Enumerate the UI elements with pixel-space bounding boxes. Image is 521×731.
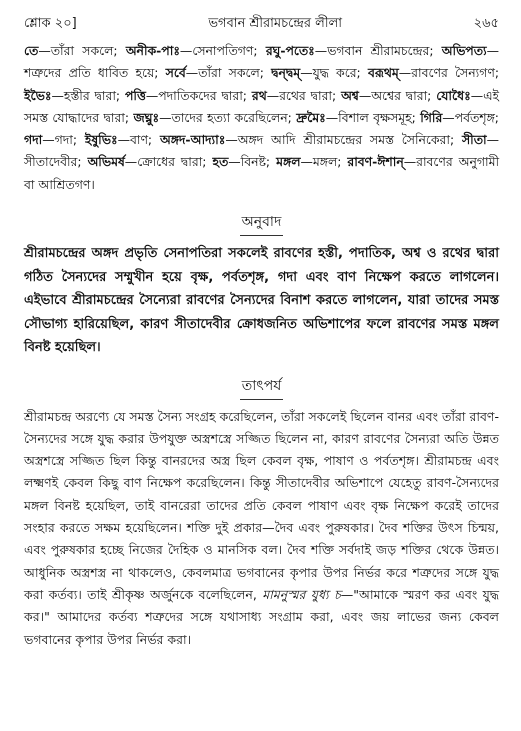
purport-quote: মামনুস্মর যুধ্য চ (262, 586, 341, 602)
synonym-meaning: বিশাল বৃক্ষসমূহ; (338, 109, 421, 125)
synonym-term: গিরি (420, 109, 443, 125)
synonym-meaning: মঙ্গল; (312, 154, 348, 170)
synonym-meaning: অশ্বের দ্বারা; (371, 87, 437, 103)
synonym-meaning: সেনাপতিগণ; (192, 43, 266, 58)
synonym-meaning: পর্বতশৃঙ্গ; (454, 109, 499, 125)
synonym-meaning: গদা; (54, 132, 85, 148)
synonym-term: ইষুভিঃ (84, 132, 118, 148)
synonym-meaning: ক্রোধের দ্বারা; (137, 154, 213, 170)
synonym-term: ইভৈঃ (24, 87, 52, 103)
synonym-term: তে (24, 43, 39, 58)
verse-reference: শ্লোক ২০] (24, 16, 77, 31)
synonym-meaning: সীতাদেবীর; (24, 154, 88, 170)
purport-heading (24, 374, 499, 400)
synonym-meaning: ভগবান শ্রীরামচন্দ্রের; (327, 43, 442, 58)
synonym-meaning: তাদের হত্যা করেছিলেন; (171, 109, 297, 125)
synonyms-block (24, 40, 499, 196)
synonym-term: অভিপত্য (441, 43, 487, 58)
synonym-term: রাবণ-ঈশান্ (347, 154, 404, 170)
page-number: ২৬৫ (473, 16, 499, 31)
synonym-term: যোধৈঃ (436, 87, 471, 103)
page-header (24, 14, 499, 36)
synonym-term: অভিমর্ষ (87, 154, 125, 170)
synonym-term: দ্রুমৈঃ (296, 109, 326, 125)
synonym-term: জঘ্নুঃ (133, 109, 160, 125)
synonym-term: অনীক-পাঃ (125, 43, 180, 58)
synonym-term: হত (212, 154, 229, 170)
synonym-term: সীতা (461, 132, 487, 148)
purport-block (24, 406, 499, 651)
translation-block (24, 242, 499, 360)
synonym-term: পত্তি (125, 87, 146, 103)
synonym-meaning: পদাতিকদের দ্বারা; (158, 87, 252, 103)
synonym-term: সর্বে (165, 65, 186, 81)
purport-heading-text: তাৎপর্য (240, 374, 284, 400)
translation-heading-text: অনুবাদ (240, 210, 284, 236)
synonym-meaning: তাঁরা সকলে; (198, 65, 272, 81)
synonym-meaning: যুদ্ধ করে; (312, 65, 368, 81)
synonym-meaning: রথের দ্বারা; (279, 87, 342, 103)
synonym-term: অঙ্গদ-আদ্যাঃ (159, 132, 226, 148)
purport-text-part1: শ্রীরামচন্দ্র অরণ্যে যে সমস্ত সৈন্য সংগ্রহ করেছিলেন, তাঁরা সকলেই ছিলেন বানর এবং তাঁরা রাবণ-সৈন্যদের সঙ্গে যুদ্ধ করার উপযুক্ত অস্ত্রশস্ত্রে সজ্জিত ছিলেন না, কারণ রাবণের সৈন্যরা অতি উন্নত অস্ত্রশস্ত্রে সজ্জিত ছিল কিন্তু বানরদের অস্ত্র ছিল কেবল বৃক্ষ, পাষাণ ও পর্বতশৃঙ্গ। শ্রীরামচন্দ্র এবং লক্ষ্মণই কেবল কিছু বাণ নিক্ষেপ করেছিলেন। কিন্তু সীতাদেবীর অভিশাপে যেহেতু রাবণ-সৈন্যদের মঙ্গল বিনষ্ট হয়েছিল, তাই বানরেরা তাদের প্রতি কেবল পাষাণ এবং বৃক্ষ নিক্ষেপ করেই তাদের সংহার করতে সক্ষম হয়েছিলেন। শক্তি দুই প্রকার—দৈব এবং পুরুষকার। দৈব শক্তির উৎস চিন্ময়, এবং পুরুষকার হচ্ছে নিজের দৈহিক ও মানসিক বল। দৈব শক্তি সর্বদাই জড় শক্তির থেকে উন্নত। আধুনিক অস্ত্রশস্ত্র না থাকলেও, কেবলমাত্র ভগবানের কৃপার উপর নির্ভর করে শত্রুদের সঙ্গে যুদ্ধ করা কর্তব্য। তাই শ্রীকৃষ্ণ অর্জুনকে বলেছিলেন, (24, 408, 499, 602)
synonym-meaning: বাণ; (129, 132, 160, 148)
synonym-meaning: হস্তীর দ্বারা; (63, 87, 125, 103)
running-title: ভগবান শ্রীরামচন্দ্রের লীলা (208, 16, 343, 31)
synonym-term: গদা (24, 132, 43, 148)
synonyms-paragraph: তে—তাঁরা সকলে; অনীক-পাঃ—সেনাপতিগণ; রঘু-পতেঃ—ভগবান শ্রীরামচন্দ্রের; অভিপত্য—শত্রুদের প্রতি ধাবিত হয়ে; সর্বে—তাঁরা সকলে; দ্বন্দ্বম্—যুদ্ধ করে; বরূথম্—রাবণের সৈন্যগণ; ইভৈঃ—হস্তীর দ্বারা; পত্তি—পদাতিকদের দ্বারা; রথ—রথের দ্বারা; অশ্ব—অশ্বের দ্বারা; যোধৈঃ—এই সমস্ত যোদ্ধাদের দ্বারা; জঘ্নুঃ—তাদের হত্যা করেছিলেন; দ্রুমৈঃ—বিশাল বৃক্ষসমূহ; গিরি—পর্বতশৃঙ্গ; গদা—গদা; ইষুভিঃ—বাণ; অঙ্গদ-আদ্যাঃ—অঙ্গদ আদি শ্রীরামচন্দ্রের সমস্ত সৈনিকেরা; সীতা—সীতাদেবীর; অভিমর্ষ—ক্রোধের দ্বারা; হত—বিনষ্ট; মঙ্গল—মঙ্গল; রাবণ-ঈশান্—রাবণের অনুগামী বা আশ্রিতগণ। (24, 43, 499, 192)
synonym-term: রঘু-পতেঃ (265, 43, 315, 58)
synonym-meaning: রাবণের সৈন্যগণ; (411, 65, 499, 81)
synonym-meaning: এই সমস্ত যোদ্ধাদের দ্বারা; (24, 87, 499, 125)
translation-heading (24, 210, 499, 236)
synonym-term: বরূথম্ (367, 65, 399, 81)
translation-text: শ্রীরামচন্দ্রের অঙ্গদ প্রভৃতি সেনাপতিরা সকলেই রাবণের হস্তী, পদাতিক, অশ্ব ও রথের দ্বারা গঠিত সৈন্যদের সম্মুখীন হয়ে বৃক্ষ, পর্বতশৃঙ্গ, গদা এবং বাণ নিক্ষেপ করতে লাগলেন। এইভাবে শ্রীরামচন্দ্রের সৈন্যেরা রাবণের সৈন্যদের বিনাশ করতে লাগলেন, যারা তাদের সমস্ত সৌভাগ্য হারিয়েছিল, কারণ সীতাদেবীর ক্রোধজনিত অভিশাপের ফলে রাবণের সমস্ত মঙ্গল বিনষ্ট হয়েছিল। (24, 246, 499, 356)
synonym-meaning: তাঁরা সকলে; (50, 43, 126, 58)
synonym-meaning: বিনষ্ট; (240, 154, 277, 170)
synonym-term: রথ (251, 87, 267, 103)
purport-paragraph (24, 406, 499, 651)
purport-text-part2: —"আমাকে স্মরণ কর এবং যুদ্ধ কর।" আমাদের কর্তব্য শত্রুদের সঙ্গে যথাসাধ্য সংগ্রাম করা, এবং জয় লাভের জন্য কেবল ভগবানের কৃপার উপর নির্ভর করা। (24, 586, 499, 647)
synonym-term: মঙ্গল (276, 154, 301, 170)
synonym-meaning: রাবণের অনুগামী বা আশ্রিতগণ। (24, 154, 499, 192)
synonym-meaning: অঙ্গদ আদি শ্রীরামচন্দ্রের সমস্ত সৈনিকেরা; (237, 132, 462, 148)
synonym-meaning: শত্রুদের প্রতি ধাবিত হয়ে; (24, 65, 166, 81)
synonym-term: অশ্ব (341, 87, 359, 103)
synonym-term: দ্বন্দ্বম্ (271, 65, 301, 81)
